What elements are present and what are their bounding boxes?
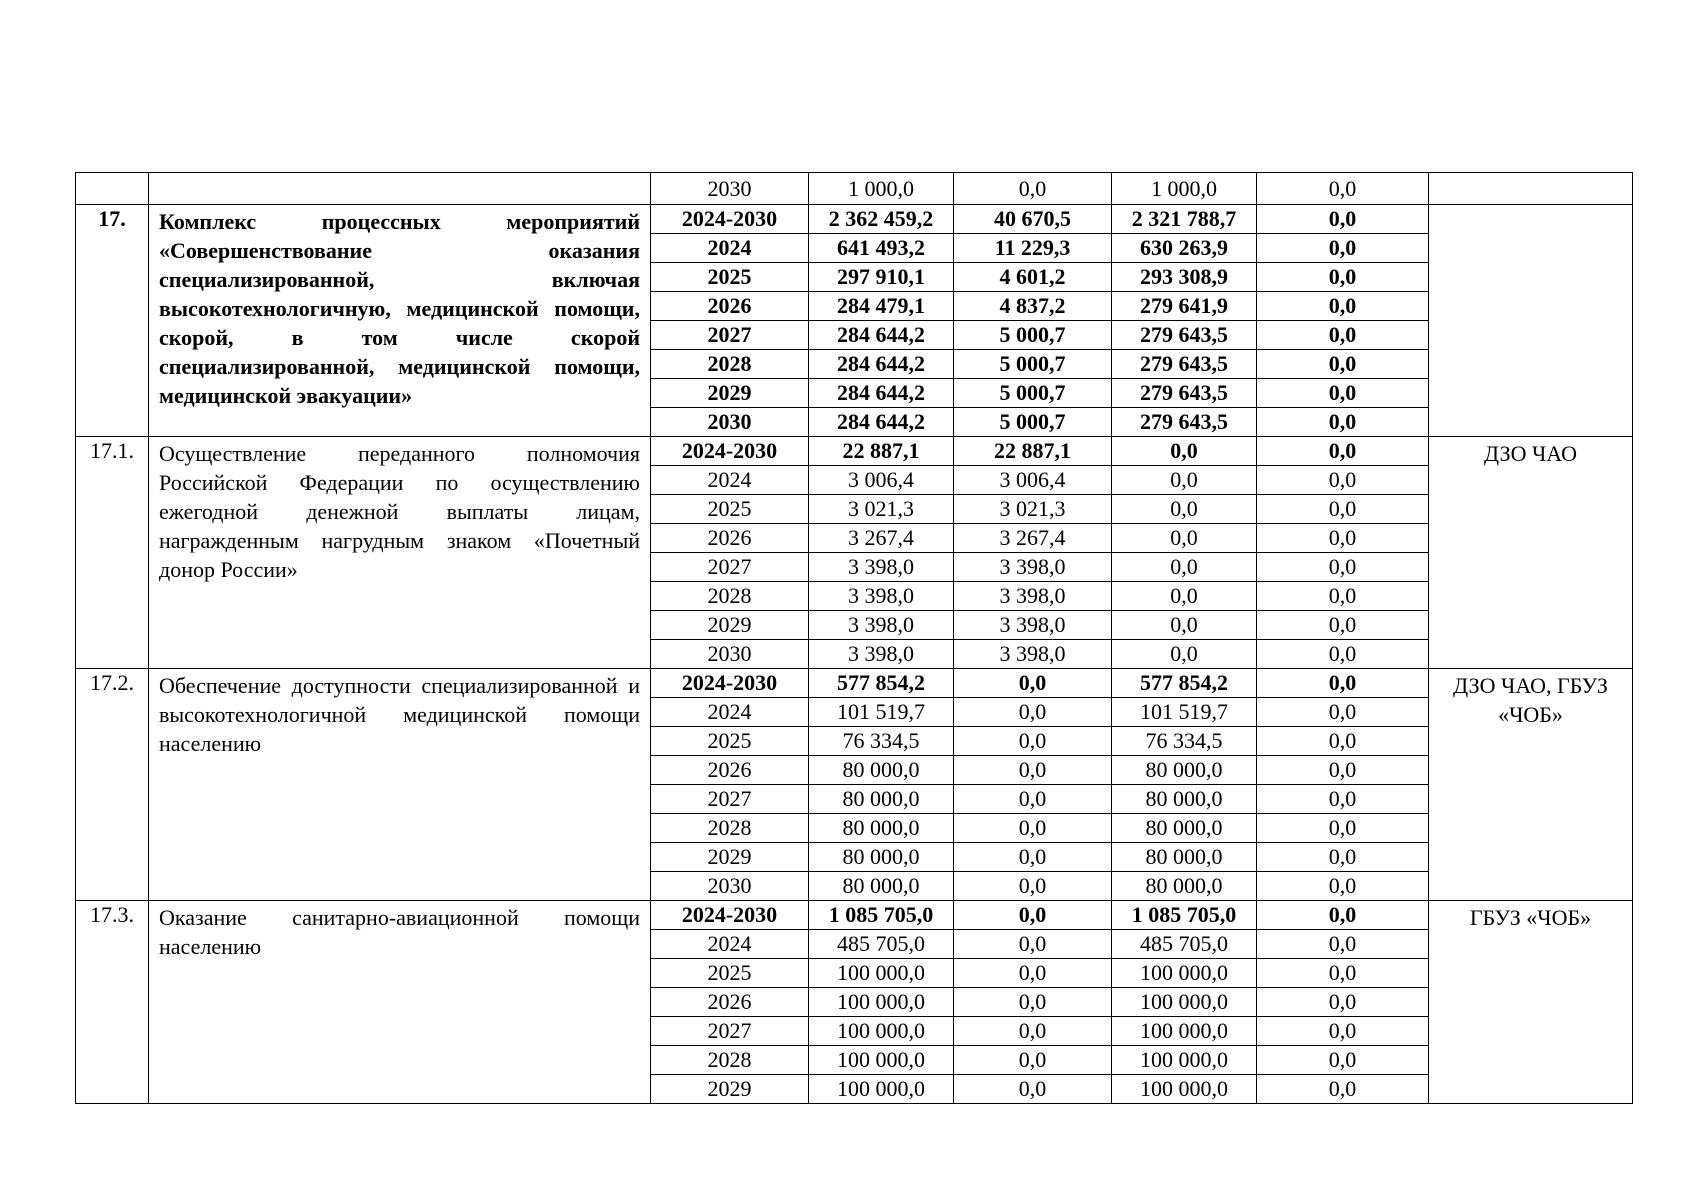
- federal-budget-cell: 3 398,0: [954, 553, 1112, 582]
- regional-budget-cell: 80 000,0: [1112, 814, 1257, 843]
- other-sources-cell: 0,0: [1257, 901, 1429, 930]
- regional-budget-cell: 0,0: [1112, 437, 1257, 466]
- year-cell: 2024: [651, 466, 809, 495]
- total-cell: 284 644,2: [809, 379, 954, 408]
- federal-budget-cell: 0,0: [954, 843, 1112, 872]
- total-cell: 3 398,0: [809, 582, 954, 611]
- federal-budget-cell: 0,0: [954, 901, 1112, 930]
- year-cell: 2025: [651, 495, 809, 524]
- total-cell: 284 644,2: [809, 321, 954, 350]
- total-cell: 3 021,3: [809, 495, 954, 524]
- total-cell: 1 085 705,0: [809, 901, 954, 930]
- total-cell: 2 362 459,2: [809, 205, 954, 234]
- other-sources-cell: 0,0: [1257, 930, 1429, 959]
- item-number-cell: 17.3.: [76, 901, 149, 1104]
- other-sources-cell: 0,0: [1257, 321, 1429, 350]
- other-sources-cell: 0,0: [1257, 698, 1429, 727]
- other-sources-cell: 0,0: [1257, 292, 1429, 321]
- regional-budget-cell: 0,0: [1112, 553, 1257, 582]
- federal-budget-cell: 0,0: [954, 756, 1112, 785]
- other-sources-cell: 0,0: [1257, 524, 1429, 553]
- regional-budget-cell: 577 854,2: [1112, 669, 1257, 698]
- year-cell: 2024: [651, 698, 809, 727]
- item-number-cell: [76, 173, 149, 205]
- regional-budget-cell: 485 705,0: [1112, 930, 1257, 959]
- federal-budget-cell: 0,0: [954, 872, 1112, 901]
- year-cell: 2024-2030: [651, 437, 809, 466]
- regional-budget-cell: 76 334,5: [1112, 727, 1257, 756]
- federal-budget-cell: 0,0: [954, 1017, 1112, 1046]
- year-cell: 2024: [651, 234, 809, 263]
- year-cell: 2027: [651, 553, 809, 582]
- other-sources-cell: 0,0: [1257, 466, 1429, 495]
- year-cell: 2027: [651, 321, 809, 350]
- other-sources-cell: 0,0: [1257, 263, 1429, 292]
- total-cell: 100 000,0: [809, 988, 954, 1017]
- regional-budget-cell: 293 308,9: [1112, 263, 1257, 292]
- total-cell: 80 000,0: [809, 843, 954, 872]
- total-cell: 100 000,0: [809, 1075, 954, 1104]
- regional-budget-cell: 1 085 705,0: [1112, 901, 1257, 930]
- table-row: [76, 901, 1633, 930]
- regional-budget-cell: 100 000,0: [1112, 959, 1257, 988]
- year-cell: 2029: [651, 1075, 809, 1104]
- federal-budget-cell: 0,0: [954, 1075, 1112, 1104]
- other-sources-cell: 0,0: [1257, 872, 1429, 901]
- other-sources-cell: 0,0: [1257, 495, 1429, 524]
- federal-budget-cell: 4 837,2: [954, 292, 1112, 321]
- regional-budget-cell: 279 643,5: [1112, 379, 1257, 408]
- total-cell: 3 398,0: [809, 611, 954, 640]
- year-cell: 2028: [651, 1046, 809, 1075]
- total-cell: 80 000,0: [809, 814, 954, 843]
- regional-budget-cell: 279 643,5: [1112, 350, 1257, 379]
- year-cell: 2024-2030: [651, 205, 809, 234]
- other-sources-cell: 0,0: [1257, 408, 1429, 437]
- total-cell: 80 000,0: [809, 756, 954, 785]
- total-cell: 284 644,2: [809, 408, 954, 437]
- federal-budget-cell: 0,0: [954, 727, 1112, 756]
- table-row: [76, 173, 1633, 205]
- federal-budget-cell: 0,0: [954, 669, 1112, 698]
- regional-budget-cell: 0,0: [1112, 495, 1257, 524]
- year-cell: 2028: [651, 582, 809, 611]
- total-cell: 1 000,0: [809, 173, 954, 205]
- regional-budget-cell: 100 000,0: [1112, 1075, 1257, 1104]
- total-cell: 485 705,0: [809, 930, 954, 959]
- item-title-cell: [149, 173, 651, 205]
- other-sources-cell: 0,0: [1257, 669, 1429, 698]
- federal-budget-cell: 0,0: [954, 173, 1112, 205]
- total-cell: 3 006,4: [809, 466, 954, 495]
- other-sources-cell: 0,0: [1257, 1075, 1429, 1104]
- other-sources-cell: 0,0: [1257, 814, 1429, 843]
- year-cell: 2030: [651, 640, 809, 669]
- other-sources-cell: 0,0: [1257, 785, 1429, 814]
- other-sources-cell: 0,0: [1257, 1046, 1429, 1075]
- regional-budget-cell: 100 000,0: [1112, 1017, 1257, 1046]
- total-cell: 641 493,2: [809, 234, 954, 263]
- total-cell: 3 398,0: [809, 553, 954, 582]
- regional-budget-cell: 279 643,5: [1112, 408, 1257, 437]
- table-body: [76, 173, 1633, 1104]
- regional-budget-cell: 0,0: [1112, 524, 1257, 553]
- other-sources-cell: 0,0: [1257, 234, 1429, 263]
- regional-budget-cell: 0,0: [1112, 640, 1257, 669]
- federal-budget-cell: 3 398,0: [954, 640, 1112, 669]
- regional-budget-cell: 0,0: [1112, 466, 1257, 495]
- executor-cell: ГБУЗ «ЧОБ»: [1429, 901, 1633, 1104]
- total-cell: 100 000,0: [809, 959, 954, 988]
- other-sources-cell: 0,0: [1257, 640, 1429, 669]
- total-cell: 284 479,1: [809, 292, 954, 321]
- regional-budget-cell: 630 263,9: [1112, 234, 1257, 263]
- item-title-cell: Осуществление переданного полномочия Российской Федерации по осуществлению ежегодной денежной выплаты лицам, награжденным нагрудным знаком «Почетный донор России»: [149, 437, 651, 669]
- other-sources-cell: 0,0: [1257, 843, 1429, 872]
- other-sources-cell: 0,0: [1257, 988, 1429, 1017]
- year-cell: 2027: [651, 785, 809, 814]
- federal-budget-cell: 0,0: [954, 814, 1112, 843]
- other-sources-cell: 0,0: [1257, 727, 1429, 756]
- year-cell: 2029: [651, 843, 809, 872]
- year-cell: 2026: [651, 756, 809, 785]
- federal-budget-cell: 40 670,5: [954, 205, 1112, 234]
- federal-budget-cell: 0,0: [954, 1046, 1112, 1075]
- total-cell: 100 000,0: [809, 1017, 954, 1046]
- total-cell: 284 644,2: [809, 350, 954, 379]
- executor-cell: [1429, 205, 1633, 437]
- federal-budget-cell: 3 398,0: [954, 582, 1112, 611]
- total-cell: 101 519,7: [809, 698, 954, 727]
- federal-budget-cell: 22 887,1: [954, 437, 1112, 466]
- year-cell: 2030: [651, 872, 809, 901]
- federal-budget-cell: 0,0: [954, 785, 1112, 814]
- item-title-cell: Обеспечение доступности специализированной и высокотехнологичной медицинской помощи населению: [149, 669, 651, 901]
- year-cell: 2029: [651, 379, 809, 408]
- federal-budget-cell: 0,0: [954, 988, 1112, 1017]
- federal-budget-cell: 0,0: [954, 698, 1112, 727]
- item-number-cell: 17.1.: [76, 437, 149, 669]
- item-title-cell: Комплекс процессных мероприятий «Совершенствование оказания специализированной, включая высокотехнологичную, медицинской помощи, скорой, в том числе скорой специализированной, медицинской помощи, медицинской эвакуации»: [149, 205, 651, 437]
- executor-cell: [1429, 173, 1633, 205]
- other-sources-cell: 0,0: [1257, 959, 1429, 988]
- year-cell: 2030: [651, 408, 809, 437]
- year-cell: 2026: [651, 524, 809, 553]
- executor-cell: ДЗО ЧАО, ГБУЗ «ЧОБ»: [1429, 669, 1633, 901]
- year-cell: 2024-2030: [651, 901, 809, 930]
- regional-budget-cell: 279 641,9: [1112, 292, 1257, 321]
- other-sources-cell: 0,0: [1257, 173, 1429, 205]
- year-cell: 2024-2030: [651, 669, 809, 698]
- other-sources-cell: 0,0: [1257, 582, 1429, 611]
- regional-budget-cell: 80 000,0: [1112, 785, 1257, 814]
- table-row: [76, 669, 1633, 698]
- total-cell: 3 267,4: [809, 524, 954, 553]
- federal-budget-cell: 4 601,2: [954, 263, 1112, 292]
- other-sources-cell: 0,0: [1257, 205, 1429, 234]
- total-cell: 80 000,0: [809, 872, 954, 901]
- financing-table: [75, 172, 1633, 1104]
- total-cell: 3 398,0: [809, 640, 954, 669]
- federal-budget-cell: 5 000,7: [954, 321, 1112, 350]
- other-sources-cell: 0,0: [1257, 350, 1429, 379]
- year-cell: 2028: [651, 814, 809, 843]
- total-cell: 22 887,1: [809, 437, 954, 466]
- year-cell: 2030: [651, 173, 809, 205]
- other-sources-cell: 0,0: [1257, 756, 1429, 785]
- federal-budget-cell: 3 398,0: [954, 611, 1112, 640]
- regional-budget-cell: 0,0: [1112, 582, 1257, 611]
- federal-budget-cell: 11 229,3: [954, 234, 1112, 263]
- federal-budget-cell: 3 267,4: [954, 524, 1112, 553]
- federal-budget-cell: 0,0: [954, 930, 1112, 959]
- year-cell: 2025: [651, 959, 809, 988]
- regional-budget-cell: 1 000,0: [1112, 173, 1257, 205]
- regional-budget-cell: 100 000,0: [1112, 988, 1257, 1017]
- item-title-cell: Оказание санитарно-авиационной помощи населению: [149, 901, 651, 1104]
- year-cell: 2025: [651, 263, 809, 292]
- other-sources-cell: 0,0: [1257, 437, 1429, 466]
- table-row: [76, 437, 1633, 466]
- federal-budget-cell: 0,0: [954, 959, 1112, 988]
- federal-budget-cell: 5 000,7: [954, 350, 1112, 379]
- item-number-cell: 17.: [76, 205, 149, 437]
- item-number-cell: 17.2.: [76, 669, 149, 901]
- executor-cell: ДЗО ЧАО: [1429, 437, 1633, 669]
- other-sources-cell: 0,0: [1257, 1017, 1429, 1046]
- federal-budget-cell: 5 000,7: [954, 408, 1112, 437]
- year-cell: 2029: [651, 611, 809, 640]
- regional-budget-cell: 80 000,0: [1112, 872, 1257, 901]
- regional-budget-cell: 80 000,0: [1112, 756, 1257, 785]
- total-cell: 577 854,2: [809, 669, 954, 698]
- other-sources-cell: 0,0: [1257, 553, 1429, 582]
- regional-budget-cell: 100 000,0: [1112, 1046, 1257, 1075]
- table-row: [76, 205, 1633, 234]
- other-sources-cell: 0,0: [1257, 379, 1429, 408]
- year-cell: 2026: [651, 988, 809, 1017]
- total-cell: 76 334,5: [809, 727, 954, 756]
- regional-budget-cell: 0,0: [1112, 611, 1257, 640]
- regional-budget-cell: 2 321 788,7: [1112, 205, 1257, 234]
- total-cell: 297 910,1: [809, 263, 954, 292]
- federal-budget-cell: 3 006,4: [954, 466, 1112, 495]
- regional-budget-cell: 101 519,7: [1112, 698, 1257, 727]
- year-cell: 2024: [651, 930, 809, 959]
- federal-budget-cell: 3 021,3: [954, 495, 1112, 524]
- total-cell: 80 000,0: [809, 785, 954, 814]
- total-cell: 100 000,0: [809, 1046, 954, 1075]
- regional-budget-cell: 80 000,0: [1112, 843, 1257, 872]
- other-sources-cell: 0,0: [1257, 611, 1429, 640]
- year-cell: 2026: [651, 292, 809, 321]
- year-cell: 2027: [651, 1017, 809, 1046]
- federal-budget-cell: 5 000,7: [954, 379, 1112, 408]
- regional-budget-cell: 279 643,5: [1112, 321, 1257, 350]
- year-cell: 2025: [651, 727, 809, 756]
- year-cell: 2028: [651, 350, 809, 379]
